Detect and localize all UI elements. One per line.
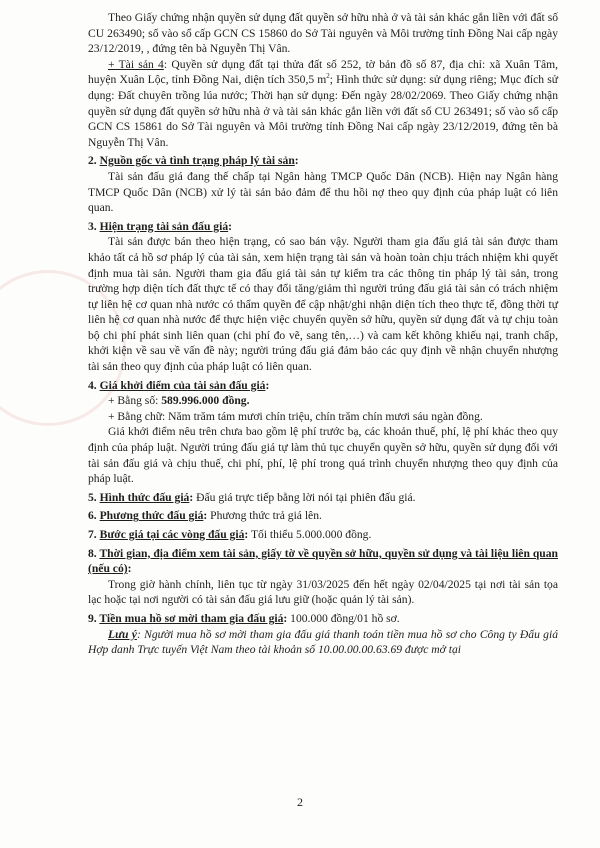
section-8-body: Trong giờ hành chính, liên tục từ ngày 31/03/2025 đến hết ngày 02/04/2025 tại nơi tài sản tọa lạc hoặc tại nơi người có tài sản đấu giá lưu giữ (hoặc quản lý tài sản). [88,577,558,607]
section-2-heading [88,153,558,169]
section-5-title: Hình thức đấu giá [99,490,190,504]
section-3-title: Hiện trạng tài sản đấu giá [99,219,229,233]
section-3-number: 3. [88,219,100,233]
section-7-title: Bước giá tại các vòng đấu giá [99,528,245,541]
price-number-label: + Bằng số: [108,394,162,408]
section-3-colon: : [228,219,232,233]
section-9-number: 9. [88,611,100,625]
section-7-line [88,527,558,543]
section-7-number: 7. [88,528,100,541]
section-9-colon: : [283,611,288,625]
section-8-colon: : [127,562,132,576]
document-body [88,10,558,658]
price-number-value: 589.996.000 đồng. [161,394,250,408]
section-9-note [88,627,558,658]
note-text: : Người mua hồ sơ mời tham gia đấu giá thanh toán tiền mua hồ sơ cho Công ty Đấu giá Hợp danh Trực tuyến Việt Nam theo tài khoản số 10.00.00.00.63.69 được mở tại [88,627,558,657]
section-6-colon: : [203,509,208,523]
section-5-colon: : [189,490,194,504]
section-8-title: Thời gian, địa điểm xem tài sản, giấy tờ về quyền sở hữu, quyền sử dụng và tài liệu liên quan (nếu có) [88,546,558,576]
section-2-body: Tài sản đấu giá đang thế chấp tại Ngân hàng TMCP Quốc Dân (NCB). Hiện nay Ngân hàng TMCP Quốc Dân (NCB) xử lý tài sản bảo đảm để thu hồi nợ theo quy định của pháp luật có liên quan. [88,169,558,215]
section-2-title: Nguồn gốc và tình trạng pháp lý tài sản [99,154,295,168]
asset4-rest: ; Hình thức sử dụng: sử dụng riêng; Mục đích sử dụng: Đất chuyên trồng lúa nước; Thời hạn sử dụng: Đến ngày 28/02/2069. Theo Giấy chứng nhận quyền sử dụng đất quyền sở hữu nhà ở và tài sản khác gắn liền với đất số CU 263491; số vào sổ cấp GCN CS 15861 do Sở Tài nguyên và Môi trường tỉnh Đồng Nai cấp ngày 23/12/2019, đứng tên bà Nguyễn Thị Vân. [88,73,559,149]
section-4-number: 4. [88,378,100,392]
note-label: Lưu ý [108,627,137,641]
section-7-body: Tối thiểu 5.000.000 đồng. [248,528,372,541]
section-2-colon: : [294,154,299,168]
starting-price-words: + Bằng chữ: Năm trăm tám mươi chín triệu, chín trăm chín mươi sáu ngàn đồng. [108,409,483,423]
page-number: 2 [297,795,303,809]
starting-price-number [88,393,558,409]
section-5-body: Đấu giá trực tiếp bằng lời nói tại phiên đấu giá. [193,490,416,504]
section-9-line [88,611,558,627]
section-6-title: Phương thức đấu giá [99,509,204,523]
section-6-number: 6. [88,509,100,523]
section-8-number: 8. [88,546,100,560]
area-unit-superscript: 2 [326,72,330,81]
section-6-body: Phương thức trả giá lên. [207,509,322,523]
section-7-colon: : [244,528,249,541]
asset4-paragraph [88,57,558,151]
section-4-colon: : [265,378,270,392]
section-6-line [88,508,558,524]
section-9-title: Tiền mua hồ sơ mời tham gia đấu giá [99,611,284,625]
section-5-line [88,490,558,506]
asset4-label: + Tài sản 4 [108,57,164,71]
section-3-body: Tài sản được bán theo hiện trạng, có sao bán vậy. Người tham gia đấu giá tài sản được tham khảo tất cả hồ sơ pháp lý của tài sản, xem hiện trạng tài sản và hoàn toàn chịu trách nhiệm khi quyết định mua tài sản. Người tham gia đấu giá tài sản tự kiểm tra các thông tin pháp lý tài sản, trong trường hợp diện tích đất thực tế có thay đổi tăng/giảm thì người trúng đấu giá tài sản có trách nhiệm tự liên hệ cơ quan nhà nước có thẩm quyền để cập nhật/ghi nhận diện tích theo thực tế, đồng thời tự liên hệ cơ quan nhà nước để thực hiện việc chuyển quyền sở hữu, quyền sử dụng đất và tự chịu toàn bộ chi phí phát sinh liên quan (chi phí đo vẽ, sang tên,…) và cam kết không khiếu nại, tranh chấp, khởi kiện về sau về vấn đề này; người trúng đấu giá đảm bảo các quy định về nhận chuyển nhượng tài sản theo quy định của pháp luật có liên quan. [88,235,558,374]
section-9-body: 100.000 đồng/01 hồ sơ. [287,611,400,625]
asset3-certificate-paragraph: Theo Giấy chứng nhận quyền sử dụng đất quyền sở hữu nhà ở và tài sản khác gắn liền với đất số CU 263490; số vào sổ cấp GCN CS 15860 do Sở Tài nguyên và Môi trường tỉnh Đồng Nai cấp ngày 23/12/2019, , đứng tên bà Nguyễn Thị Vân. [88,11,558,56]
section-4-title: Giá khởi điểm của tài sản đấu giá [99,378,266,392]
section-2-number: 2. [88,154,100,168]
section-4-body: Giá khởi điểm nêu trên chưa bao gồm lệ phí trước bạ, các khoản thuế, phí, lệ phí khác theo quy định của pháp luật. Người trúng đấu giá tự làm thủ tục chuyển quyền sở hữu, quyền sử dụng đối với tài sản đấu giá và chịu thuế, chi phí, phí, lệ phí trong quá trình chuyển nhượng theo quy định của pháp luật. [88,425,558,486]
section-8-heading [88,546,558,577]
section-5-number: 5. [88,490,100,504]
section-3-heading [88,219,558,235]
section-4-heading [88,378,558,394]
asset4-text: : Quyền sử dụng đất tại thửa đất số 252, tờ bản đồ số 87, địa chỉ: xã Xuân Tâm, huyện Xuân Lộc, tỉnh Đồng Nai, diện tích 350,5 m [88,57,559,87]
